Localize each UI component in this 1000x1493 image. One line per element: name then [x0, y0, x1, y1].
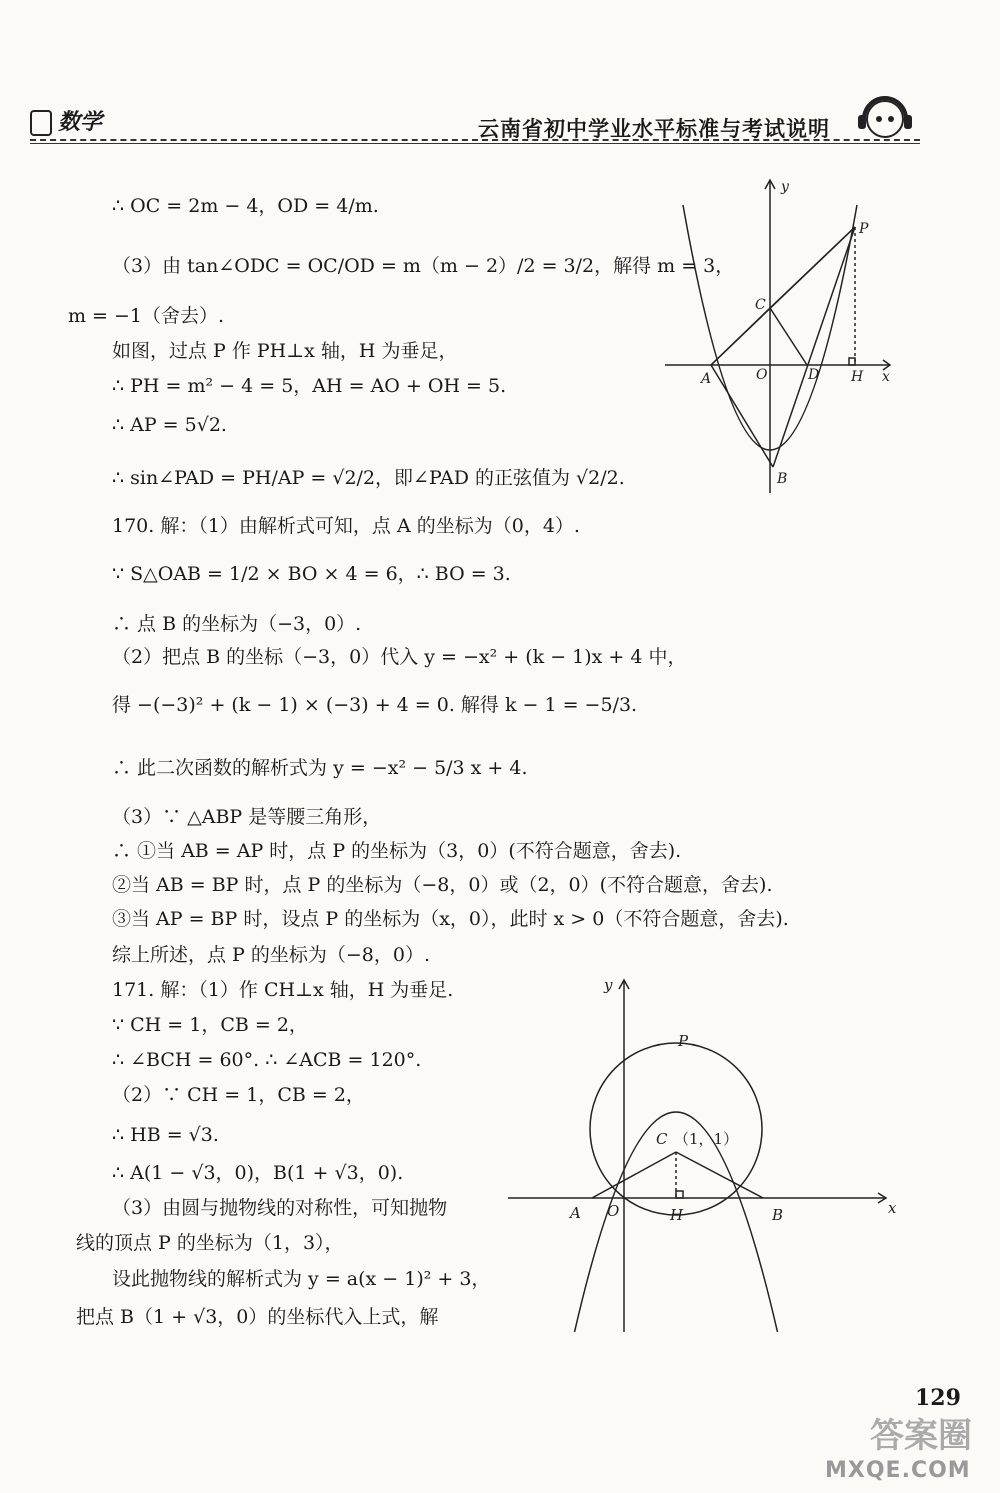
text-line: ∴ PH = m² − 4 = 5，AH = AO + OH = 5.: [112, 375, 507, 397]
text-line: ∴ AP = 5√2.: [112, 414, 227, 436]
figure-circle-parabola-2: [508, 972, 908, 1332]
text-line: （3）由 tan∠ODC = OC/OD = m（m − 2）/2 = 3/2，解得 m = 3，: [112, 255, 735, 277]
watermark-url: MXQE.COM: [825, 1458, 971, 1483]
figure-parabola-1: [665, 175, 895, 495]
text-line: ∴ ∠BCH = 60°. ∴ ∠ACB = 120°.: [112, 1049, 422, 1071]
text-line: ∴ 点 B 的坐标为（−3，0）.: [112, 613, 362, 635]
page-header: [30, 95, 920, 145]
text-line: ②当 AB = BP 时，点 P 的坐标为（−8，0）或（2，0）(不符合题意，舍去).: [112, 874, 773, 896]
label-B: B: [777, 471, 788, 487]
text-line: ∴ 此二次函数的解析式为 y = −x² − 5/3 x + 4.: [112, 757, 528, 779]
text-line: （3）由圆与抛物线的对称性，可知抛物: [112, 1197, 448, 1219]
label-O: O: [756, 367, 768, 383]
label-C-coord: （1，1）: [674, 1130, 739, 1148]
text-line: 170. 解：（1）由解析式可知，点 A 的坐标为（0，4）.: [112, 515, 580, 537]
text-line: （3）∵ △ABP 是等腰三角形，: [112, 806, 382, 828]
text-line: 把点 B（1 + √3，0）的坐标代入上式，解: [76, 1306, 439, 1328]
text-line: 设此抛物线的解析式为 y = a(x − 1)² + 3，: [112, 1268, 491, 1290]
text-line: （2）∵ CH = 1，CB = 2，: [112, 1084, 365, 1106]
label-H: H: [670, 1206, 684, 1224]
text-line: ∵ S△OAB = 1/2 × BO × 4 = 6，∴ BO = 3.: [112, 563, 511, 585]
text-line: 如图，过点 P 作 PH⊥x 轴，H 为垂足，: [112, 340, 458, 362]
mascot-icon: [850, 95, 920, 141]
label-P: P: [859, 221, 869, 237]
text-line: ∴ sin∠PAD = PH/AP = √2/2，即∠PAD 的正弦值为 √2/2.: [112, 467, 625, 489]
book-title: 云南省初中学业水平标准与考试说明: [478, 117, 830, 141]
text-line: ③当 AP = BP 时，设点 P 的坐标为（x，0），此时 x > 0（不符合题意，舍去).: [112, 908, 789, 930]
text-line: 综上所述，点 P 的坐标为（−8，0）.: [112, 944, 431, 966]
label-O: O: [607, 1202, 620, 1220]
label-x: x: [882, 369, 890, 385]
label-D: D: [808, 367, 820, 383]
text-line: 得 −(−3)² + (k − 1) × (−3) + 4 = 0. 解得 k − 1 = −5/3.: [112, 694, 638, 716]
label-A: A: [701, 371, 712, 387]
header-divider: [30, 139, 920, 141]
text-line: 线的顶点 P 的坐标为（1，3），: [76, 1232, 344, 1254]
book-icon: [30, 110, 52, 136]
text-line: ∴ OC = 2m − 4，OD = 4/m.: [112, 195, 379, 217]
label-P: P: [678, 1032, 689, 1050]
label-y: y: [604, 976, 613, 994]
label-H: H: [851, 369, 864, 385]
label-x: x: [888, 1199, 897, 1217]
page-number: 129: [915, 1385, 961, 1411]
text-line: （2）把点 B 的坐标（−3，0）代入 y = −x² + (k − 1)x + 4 中，: [112, 646, 687, 668]
text-line: ∵ CH = 1，CB = 2，: [112, 1014, 308, 1036]
text-line: ∴ HB = √3.: [112, 1124, 219, 1146]
text-line: ∴ A(1 − √3，0)，B(1 + √3，0).: [112, 1162, 404, 1184]
watermark-logo: 答案圈: [870, 1416, 972, 1456]
label-B: B: [772, 1206, 784, 1224]
text-line: 171. 解：（1）作 CH⊥x 轴，H 为垂足.: [112, 979, 454, 1001]
label-C: C: [656, 1130, 668, 1148]
text-line: m = −1（舍去）.: [68, 305, 225, 327]
text-line: ∴ ①当 AB = AP 时，点 P 的坐标为（3，0）(不符合题意，舍去).: [112, 840, 682, 862]
label-C: C: [755, 297, 766, 313]
header-divider: [30, 143, 920, 144]
label-y: y: [781, 179, 789, 195]
subject-label: 数学: [30, 105, 102, 136]
label-A: A: [570, 1204, 581, 1222]
